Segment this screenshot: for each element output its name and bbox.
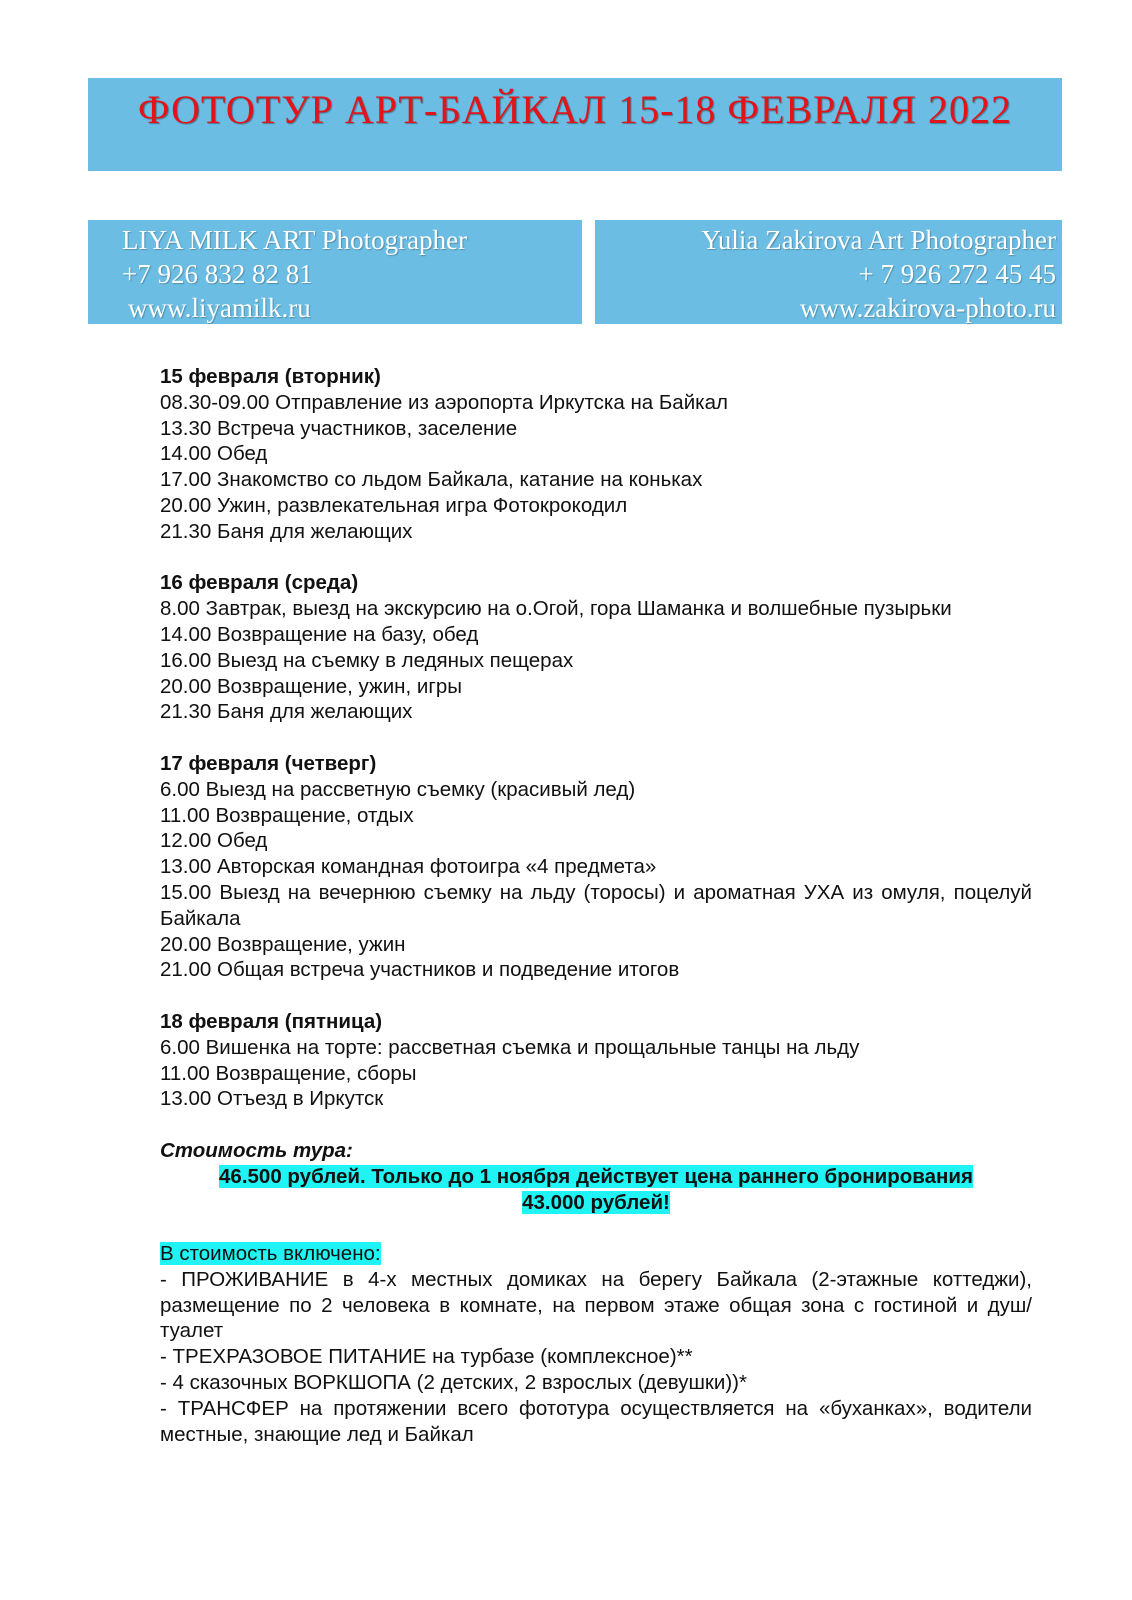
contact-card-liya — [88, 220, 582, 324]
included-item: - ТРАНСФЕР на протяжении всего фототура осуществляется на «буханках», водители местные, знающие лед и Байкал — [160, 1396, 1032, 1446]
day-title: 15 февраля (вторник) — [160, 365, 381, 388]
schedule-item: 17.00 Знакомство со льдом Байкала, катание на коньках — [160, 468, 703, 492]
schedule-item: 21.00 Общая встреча участников и подведение итогов — [160, 958, 680, 982]
included-item: - ТРЕХРАЗОВОЕ ПИТАНИЕ на турбазе (комплексное)** — [160, 1345, 693, 1369]
schedule-item: 13.00 Авторская командная фотоигра «4 предмета» — [160, 855, 657, 879]
contact-card-yulia — [595, 220, 1062, 324]
program-content — [160, 364, 1032, 1447]
contact-phone[interactable]: +7 926 832 82 81 — [122, 259, 313, 289]
contact-phone[interactable]: + 7 926 272 45 45 — [858, 259, 1056, 289]
schedule-item: 20.00 Ужин, развлекательная игра Фотокрокодил — [160, 493, 628, 517]
day-block-feb-18 — [160, 1009, 1032, 1112]
included-item: - ПРОЖИВАНИЕ в 4-х местных домиках на берегу Байкала (2-этажные коттеджи), размещение по 2 человека в комнате, на первом этаже общая зона с гостиной и душ/туалет — [160, 1267, 1032, 1343]
day-title: 16 февраля (среда) — [160, 571, 359, 595]
schedule-item: 6.00 Выезд на рассветную съемку (красивый лед) — [160, 777, 636, 801]
schedule-item: 20.00 Возвращение, ужин — [160, 932, 406, 956]
contact-name: Yulia Zakirova Art Photographer — [701, 225, 1056, 255]
price-early-booking: 43.000 рублей! — [522, 1190, 670, 1214]
title-banner — [88, 78, 1062, 171]
schedule-item: 11.00 Возвращение, сборы — [160, 1061, 417, 1085]
day-block-feb-17 — [160, 751, 1032, 983]
day-block-feb-16 — [160, 570, 1032, 725]
page-title: ФОТОТУР АРТ-БАЙКАЛ 15-18 ФЕВРАЛЯ 2022 — [138, 87, 1012, 132]
included-item: - 4 сказочных ВОРКШОПА (2 детских, 2 взрослых (девушки))* — [160, 1371, 747, 1395]
price-line: 46.500 рублей. Только до 1 ноября действует цена раннего бронирования — [219, 1164, 973, 1188]
schedule-item: 16.00 Выезд на съемку в ледяных пещерах — [160, 648, 574, 672]
schedule-item: 21.30 Баня для желающих — [160, 519, 413, 543]
contact-website[interactable]: www.zakirova-photo.ru — [799, 293, 1056, 323]
schedule-item: 14.00 Возвращение на базу, обед — [160, 622, 479, 646]
schedule-item: 6.00 Вишенка на торте: рассветная съемка и прощальные танцы на льду — [160, 1035, 860, 1059]
schedule-item: 8.00 Завтрак, выезд на экскурсию на о.Огой, гора Шаманка и волшебные пузырьки — [160, 597, 952, 621]
contact-name: LIYA MILK ART Photographer — [122, 225, 468, 255]
schedule-item: 13.00 Отъезд в Иркутск — [160, 1087, 384, 1111]
schedule-item: 15.00 Выезд на вечернюю съемку на льду (торосы) и ароматная УХА из омуля, поцелуй Байкала — [160, 880, 1032, 930]
contact-website[interactable]: www.liyamilk.ru — [128, 293, 311, 323]
price-title: Стоимость тура: — [160, 1138, 353, 1162]
price-highlight — [160, 1164, 1032, 1216]
day-block-feb-15 — [160, 364, 1032, 545]
schedule-item: 08.30-09.00 Отправление из аэропорта Иркутска на Байкал — [160, 390, 728, 414]
price-section — [160, 1138, 1032, 1215]
included-title: В стоимость включено: — [160, 1242, 381, 1266]
schedule-item: 14.00 Обед — [160, 442, 268, 466]
schedule-item: 12.00 Обед — [160, 829, 268, 853]
schedule-item: 20.00 Возвращение, ужин, игры — [160, 674, 462, 698]
included-section — [160, 1241, 1032, 1447]
day-title: 18 февраля (пятница) — [160, 1009, 383, 1033]
day-title: 17 февраля (четверг) — [160, 751, 377, 775]
schedule-item: 21.30 Баня для желающих — [160, 700, 413, 724]
schedule-item: 11.00 Возвращение, отдых — [160, 803, 414, 827]
schedule-item: 13.30 Встреча участников, заселение — [160, 416, 518, 440]
